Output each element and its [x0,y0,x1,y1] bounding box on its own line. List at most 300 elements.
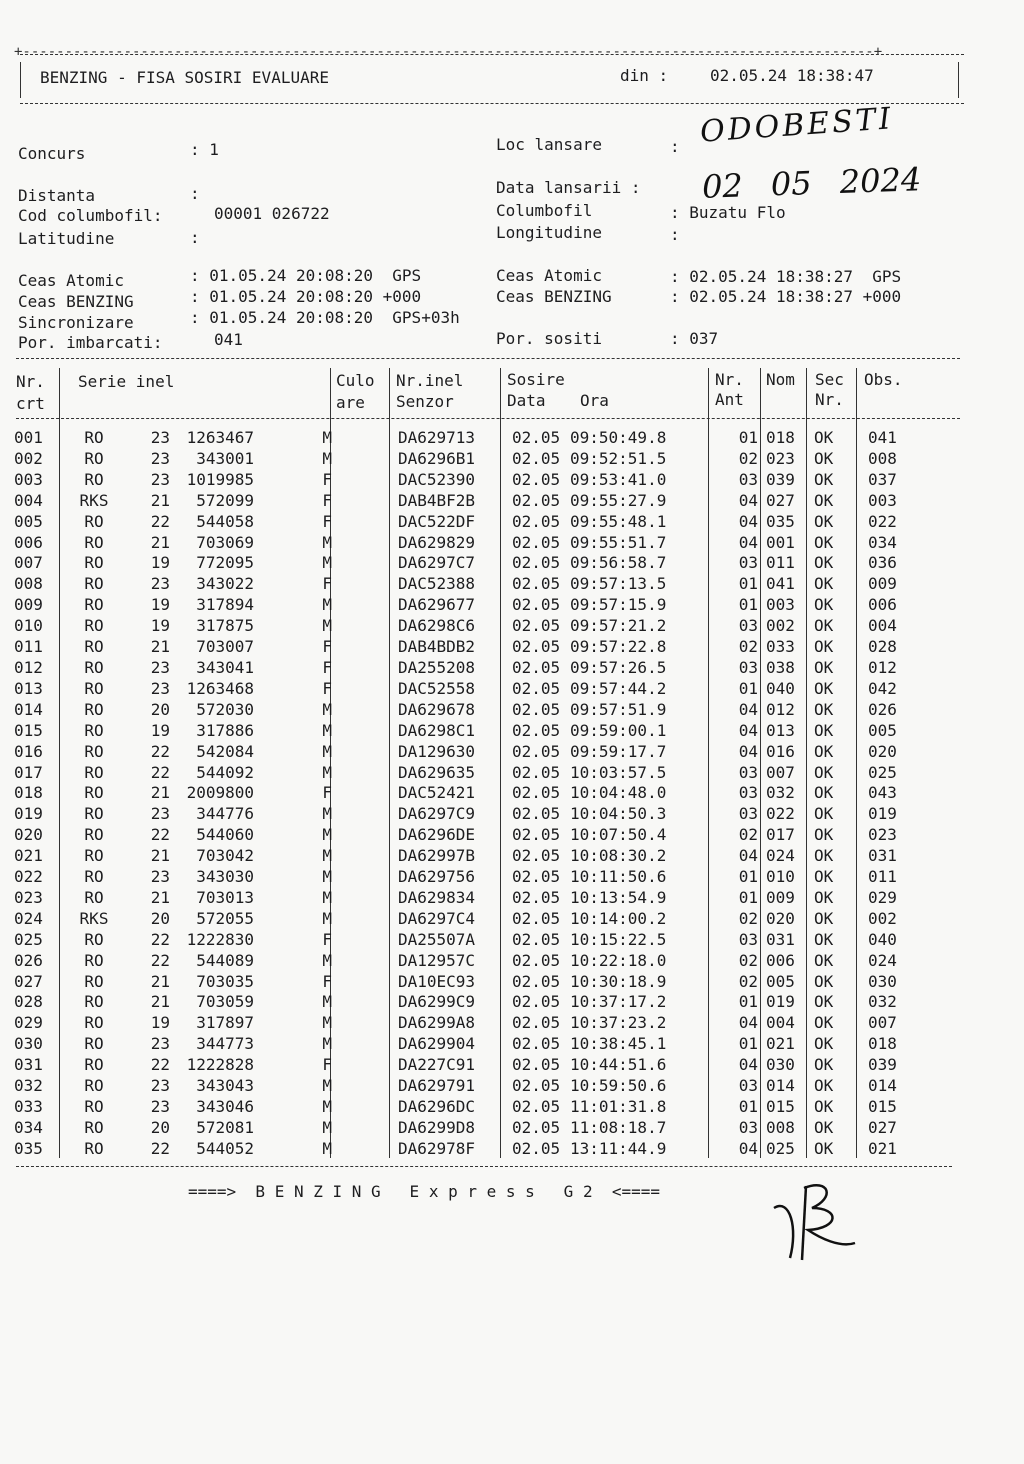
row-year: 22 [150,1055,170,1075]
row-sec-status: OK [814,1076,834,1096]
th-culoare-2: are [336,393,365,412]
row-arrival-time: 10:13:54.9 [570,887,667,907]
row-antenna: 03 [738,783,758,803]
table-row [14,1055,928,1076]
arrivals-table-body [14,428,928,1160]
distanta-sep: : [190,184,200,203]
row-nr: 001 [14,428,43,447]
row-sec-status: OK [814,887,834,907]
row-arrival-time: 10:14:00.2 [570,908,667,928]
row-culoare [336,679,394,700]
row-nom: 006 [766,950,795,970]
row-arrival-time: 10:30:18.9 [570,971,667,991]
row-nom: 008 [766,1117,795,1137]
header-right-border [958,62,959,98]
row-nom: 025 [766,1138,795,1158]
row-year: 23 [150,574,170,594]
row-sensor-ring: DA6299A8 [398,1013,476,1033]
row-nr: 009 [14,595,43,615]
row-arrival-time: 09:55:27.9 [570,490,667,510]
row-culoare [336,428,394,449]
row-antenna: 01 [738,428,758,447]
row-sex: M [322,887,332,907]
clock-right-value-1: : 02.05.24 18:38:27 +000 [670,287,902,306]
row-antenna: 01 [738,867,758,887]
row-culoare [336,658,394,679]
table-row [14,533,928,554]
th-obs: Obs. [864,370,903,389]
row-nom: 035 [766,511,795,531]
table-row [14,909,928,930]
row-arrival-time: 09:55:48.1 [570,511,667,531]
row-sex: M [322,595,332,615]
row-country: RO [84,762,104,782]
row-ring-number: 317886 [196,720,254,740]
latitudine-label: Latitudine [18,229,115,248]
row-sex: F [322,511,332,531]
row-sensor-ring: DA629756 [398,867,476,887]
handwritten-signature [760,1168,870,1268]
row-antenna: 02 [738,637,758,657]
row-nr: 015 [14,720,43,740]
row-antenna: 04 [738,1138,758,1158]
row-obs: 024 [868,950,897,970]
row-ring-number: 544060 [196,825,254,845]
row-nr: 030 [14,1034,43,1054]
row-culoare [336,595,394,616]
th-serie-inel: Serie inel [78,372,175,391]
row-nom: 007 [766,762,795,782]
row-obs: 015 [868,1097,897,1116]
row-obs: 025 [868,762,897,782]
row-nom: 004 [766,1013,795,1033]
row-culoare [336,512,394,533]
row-sensor-ring: DA6296DE [398,825,476,845]
row-ring-number: 343030 [196,867,254,887]
row-sensor-ring: DA255208 [398,657,476,677]
row-sex: M [322,867,332,887]
th-sosire: Sosire [507,370,565,389]
row-culoare [336,1055,394,1076]
row-arrival-date: 02.05 [512,469,561,489]
row-obs: 030 [868,971,897,991]
row-obs: 005 [868,720,897,740]
row-sex: M [322,908,332,928]
row-ring-number: 703069 [196,532,254,552]
row-arrival-time: 10:04:48.0 [570,783,667,803]
row-sex: F [322,490,332,510]
row-sensor-ring: DAB4BDB2 [398,637,476,657]
row-sex: M [322,846,332,866]
row-nom: 032 [766,783,795,803]
row-sec-status: OK [814,511,834,531]
row-sex: M [322,1138,332,1158]
row-sec-status: OK [814,595,834,615]
row-nom: 012 [766,699,795,719]
row-ring-number: 572081 [196,1117,254,1137]
clock-left-value-2: : 01.05.24 20:08:20 GPS+03h [190,308,460,327]
row-culoare [336,533,394,554]
row-country: RO [84,929,104,949]
th-sec-1: Sec [815,370,844,389]
row-culoare [336,574,394,595]
row-sex: F [322,1055,332,1075]
row-nr: 021 [14,846,43,866]
row-sex: M [322,992,332,1012]
row-nr: 025 [14,929,43,949]
row-obs: 026 [868,699,897,719]
row-sensor-ring: DA25507A [398,929,476,949]
row-antenna: 01 [738,992,758,1012]
row-arrival-date: 02.05 [512,908,561,928]
row-year: 19 [150,595,170,615]
clock-left-label-3: Por. imbarcati: [18,333,163,352]
row-sec-status: OK [814,469,834,489]
row-arrival-time: 10:38:45.1 [570,1034,667,1054]
row-culoare [336,1076,394,1097]
row-sensor-ring: DA629791 [398,1076,476,1096]
row-ring-number: 317894 [196,595,254,615]
row-country: RO [84,887,104,907]
row-arrival-date: 02.05 [512,950,561,970]
th-sec-2: Nr. [815,390,844,409]
row-sex: M [322,825,332,845]
table-row [14,1139,928,1160]
table-row [14,1034,928,1055]
row-sensor-ring: DA6297C7 [398,553,476,573]
row-nom: 017 [766,825,795,845]
header-top-line [20,54,964,55]
row-sensor-ring: DA629713 [398,428,476,447]
row-year: 22 [150,1138,170,1158]
table-row [14,1076,928,1097]
row-antenna: 03 [738,929,758,949]
row-sensor-ring: DA227C91 [398,1055,476,1075]
row-country: RO [84,846,104,866]
row-year: 21 [150,637,170,657]
row-ring-number: 1263467 [186,428,254,447]
data-lansarii-label: Data lansarii : [496,178,641,197]
row-sec-status: OK [814,825,834,845]
row-arrival-time: 09:52:51.5 [570,448,667,468]
row-sensor-ring: DAC52558 [398,678,476,698]
row-culoare [336,867,394,888]
row-ring-number: 542084 [196,741,254,761]
row-country: RO [84,553,104,573]
table-row [14,888,928,909]
row-year: 21 [150,971,170,991]
cod-columbofil-value: 00001 026722 [214,204,330,223]
row-obs: 042 [868,678,897,698]
row-sec-status: OK [814,448,834,468]
row-sec-status: OK [814,762,834,782]
row-sensor-ring: DA629904 [398,1034,476,1054]
row-culoare [336,930,394,951]
th-nr-2: crt [16,394,45,413]
row-year: 23 [150,657,170,677]
row-year: 22 [150,511,170,531]
row-arrival-date: 02.05 [512,720,561,740]
row-arrival-time: 09:57:51.9 [570,699,667,719]
row-arrival-date: 02.05 [512,490,561,510]
row-year: 23 [150,867,170,887]
row-obs: 012 [868,657,897,677]
table-row [14,1118,928,1139]
row-year: 22 [150,950,170,970]
row-obs: 037 [868,469,897,489]
row-nom: 005 [766,971,795,991]
row-year: 21 [150,783,170,803]
row-sex: F [322,657,332,677]
row-sec-status: OK [814,1117,834,1137]
row-nom: 010 [766,867,795,887]
row-antenna: 03 [738,1076,758,1096]
row-sec-status: OK [814,971,834,991]
row-sensor-ring: DA629678 [398,699,476,719]
row-obs: 031 [868,846,897,866]
row-ring-number: 1222828 [186,1055,254,1075]
row-obs: 008 [868,448,897,468]
row-arrival-time: 10:59:50.6 [570,1076,667,1096]
th-nrinel-1: Nr.inel [396,371,464,390]
loc-lansare-handwritten: ODOBESTI [699,101,895,150]
row-antenna: 03 [738,657,758,677]
row-culoare [336,1118,394,1139]
row-sensor-ring: DA6297C9 [398,804,476,824]
row-ring-number: 1263468 [186,678,254,698]
row-sec-status: OK [814,783,834,803]
row-arrival-date: 02.05 [512,532,561,552]
row-year: 23 [150,1034,170,1054]
row-arrival-time: 09:53:41.0 [570,469,667,489]
row-sec-status: OK [814,1034,834,1054]
row-sensor-ring: DA6299D8 [398,1117,476,1137]
row-ring-number: 572055 [196,908,254,928]
row-sex: F [322,783,332,803]
row-sensor-ring: DA129630 [398,741,476,761]
row-year: 20 [150,908,170,928]
row-antenna: 01 [738,595,758,615]
row-sex: M [322,448,332,468]
row-country: RO [84,511,104,531]
row-nom: 016 [766,741,795,761]
loc-lansare-label: Loc lansare [496,135,602,154]
table-row [14,867,928,888]
row-ring-number: 2009800 [186,783,254,803]
table-row [14,449,928,470]
row-year: 23 [150,1097,170,1116]
row-arrival-date: 02.05 [512,616,561,636]
table-row [14,992,928,1013]
row-obs: 032 [868,992,897,1012]
th-ant-2: Ant [715,390,744,409]
row-culoare [336,804,394,825]
row-arrival-time: 10:11:50.6 [570,867,667,887]
row-country: RO [84,1138,104,1158]
row-year: 23 [150,1076,170,1096]
row-antenna: 03 [738,553,758,573]
th-culoare-1: Culo [336,371,375,390]
row-nom: 019 [766,992,795,1012]
clock-left-label-1: Ceas BENZING [18,292,134,311]
row-sec-status: OK [814,908,834,928]
row-country: RO [84,532,104,552]
row-sec-status: OK [814,804,834,824]
row-sex: M [322,616,332,636]
row-obs: 041 [868,428,897,447]
row-arrival-date: 02.05 [512,637,561,657]
row-sensor-ring: DA6299C9 [398,992,476,1012]
row-nr: 033 [14,1097,43,1116]
table-row [14,658,928,679]
row-nom: 011 [766,553,795,573]
header-left-border [20,62,21,98]
row-arrival-time: 09:57:21.2 [570,616,667,636]
footer-banner: ====> B E N Z I N G E x p r e s s G 2 <==== [188,1182,661,1201]
row-culoare [336,992,394,1013]
row-arrival-time: 09:57:26.5 [570,657,667,677]
row-year: 20 [150,699,170,719]
row-sec-status: OK [814,1138,834,1158]
clock-left-label-0: Ceas Atomic [18,271,124,290]
row-ring-number: 317897 [196,1013,254,1033]
table-row [14,825,928,846]
row-antenna: 04 [738,846,758,866]
row-country: RO [84,950,104,970]
row-obs: 039 [868,1055,897,1075]
row-ring-number: 344776 [196,804,254,824]
row-year: 21 [150,490,170,510]
row-arrival-time: 10:04:50.3 [570,804,667,824]
row-nr: 019 [14,804,43,824]
row-ring-number: 1019985 [186,469,254,489]
row-nom: 018 [766,428,795,447]
row-ring-number: 572030 [196,699,254,719]
row-antenna: 01 [738,887,758,907]
row-sec-status: OK [814,657,834,677]
row-sensor-ring: DA12957C [398,950,476,970]
row-arrival-time: 09:57:13.5 [570,574,667,594]
row-arrival-date: 02.05 [512,428,561,447]
row-year: 21 [150,887,170,907]
columbofil-value: : Buzatu Flo [670,203,786,222]
th-nrinel-2: Senzor [396,392,454,411]
th-nom: Nom [766,370,795,389]
row-country: RO [84,804,104,824]
row-sex: M [322,532,332,552]
row-arrival-time: 10:08:30.2 [570,846,667,866]
row-sensor-ring: DAC52421 [398,783,476,803]
row-sensor-ring: DA6298C6 [398,616,476,636]
table-row [14,930,928,951]
row-culoare [336,783,394,804]
row-antenna: 04 [738,1055,758,1075]
row-sex: M [322,1034,332,1054]
row-country: RO [84,678,104,698]
row-obs: 014 [868,1076,897,1096]
row-culoare [336,846,394,867]
row-nr: 014 [14,699,43,719]
row-nr: 007 [14,553,43,573]
row-sec-status: OK [814,1055,834,1075]
row-obs: 043 [868,783,897,803]
row-nr: 013 [14,678,43,698]
row-country: RO [84,574,104,594]
row-culoare [336,1139,394,1160]
row-ring-number: 703035 [196,971,254,991]
row-country: RO [84,1013,104,1033]
row-antenna: 03 [738,469,758,489]
table-row [14,742,928,763]
row-year: 22 [150,929,170,949]
row-nr: 032 [14,1076,43,1096]
cod-columbofil-label: Cod columbofil: [18,206,163,225]
row-antenna: 02 [738,825,758,845]
row-country: RO [84,699,104,719]
row-ring-number: 544089 [196,950,254,970]
row-culoare [336,742,394,763]
row-sex: M [322,1117,332,1137]
row-nom: 014 [766,1076,795,1096]
row-arrival-time: 09:57:15.9 [570,595,667,615]
row-nr: 034 [14,1117,43,1137]
row-sec-status: OK [814,699,834,719]
row-ring-number: 572099 [196,490,254,510]
th-sosire-ora: Ora [580,391,609,410]
row-year: 23 [150,678,170,698]
table-row [14,721,928,742]
clock-left-value-3: 041 [214,330,243,349]
row-year: 19 [150,1013,170,1033]
clock-right-label-2: Por. sositi [496,329,602,348]
row-culoare [336,1013,394,1034]
row-sec-status: OK [814,616,834,636]
table-row [14,553,928,574]
row-nr: 003 [14,469,43,489]
table-row [14,679,928,700]
row-arrival-date: 02.05 [512,699,561,719]
row-arrival-date: 02.05 [512,741,561,761]
row-arrival-date: 02.05 [512,867,561,887]
row-sex: F [322,574,332,594]
row-sec-status: OK [814,867,834,887]
row-country: RO [84,428,104,447]
row-arrival-date: 02.05 [512,1076,561,1096]
row-nr: 018 [14,783,43,803]
row-sec-status: OK [814,532,834,552]
row-sensor-ring: DA629677 [398,595,476,615]
row-arrival-time: 11:01:31.8 [570,1097,667,1116]
row-arrival-time: 09:50:49.8 [570,428,667,447]
row-obs: 019 [868,804,897,824]
arrivals-table [14,428,928,1160]
th-sosire-data: Data [507,391,546,410]
row-sec-status: OK [814,678,834,698]
row-year: 19 [150,720,170,740]
table-row [14,951,928,972]
row-obs: 029 [868,887,897,907]
row-antenna: 01 [738,678,758,698]
row-obs: 022 [868,511,897,531]
row-arrival-time: 11:08:18.7 [570,1117,667,1137]
row-ring-number: 544092 [196,762,254,782]
row-country: RO [84,741,104,761]
row-sensor-ring: DA629829 [398,532,476,552]
table-top-rule [16,358,960,359]
th-ant-1: Nr. [715,370,744,389]
row-antenna: 01 [738,1034,758,1054]
row-arrival-time: 09:57:44.2 [570,678,667,698]
